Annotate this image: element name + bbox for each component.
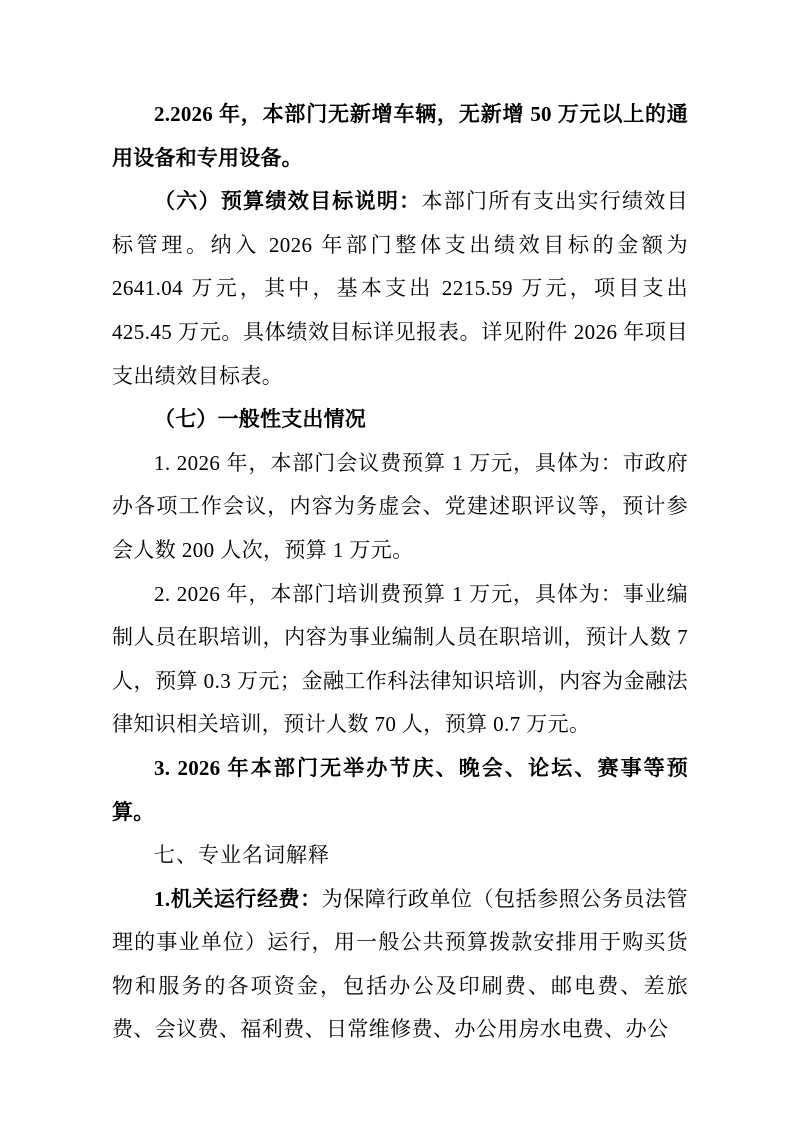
- paragraph-budget-performance-targets: [112, 180, 688, 398]
- paragraph-text: 2.2026 年，本部门无新增车辆，无新增 50 万元以上的通用设备和专用设备。: [112, 102, 688, 170]
- paragraph-lead-bold: 1.机关运行经费：: [154, 886, 322, 911]
- paragraph-meeting-fee: [112, 442, 688, 573]
- paragraph-no-new-vehicles: [112, 93, 688, 180]
- heading-text: （七）一般性支出情况: [154, 407, 366, 432]
- heading-text: 七、专业名词解释: [154, 844, 330, 868]
- paragraph-text: 本部门所有支出实行绩效目标管理。纳入 2026 年部门整体支出绩效目标的金额为 2641.04 万元，其中，基本支出 2215.59 万元，项目支出 425.45 万元。具体绩效目标详见报表。详见附件 2026 年项目支出绩效目标表。: [112, 189, 688, 388]
- heading-terminology: [112, 834, 688, 878]
- heading-general-expenditure: [112, 398, 688, 442]
- paragraph-text: 2. 2026 年，本部门培训费预算 1 万元，具体为：事业编制人员在职培训，内容为事业编制人员在职培训，预计人数 7 人，预算 0.3 万元；金融工作科法律知识培训，内容为金融法律知识相关培训，预计人数 70 人，预算 0.7 万元。: [112, 581, 688, 737]
- paragraph-no-events: [112, 747, 688, 834]
- paragraph-lead-bold: （六）预算绩效目标说明：: [154, 189, 422, 214]
- paragraph-text: 3. 2026 年本部门无举办节庆、晚会、论坛、赛事等预算。: [112, 755, 688, 824]
- paragraph-text: 1. 2026 年，本部门会议费预算 1 万元，具体为：市政府办各项工作会议，内容为务虚会、党建述职评议等，预计参会人数 200 人次，预算 1 万元。: [112, 450, 688, 562]
- paragraph-training-fee: [112, 573, 688, 747]
- paragraph-agency-operating-funds: [112, 878, 688, 1052]
- paragraph-text: 为保障行政单位（包括参照公务员法管理的事业单位）运行，用一般公共预算拨款安排用于购买货物和服务的各项资金，包括办公及印刷费、邮电费、差旅费、会议费、福利费、日常维修费、办公用房水电费、办公: [112, 886, 688, 1042]
